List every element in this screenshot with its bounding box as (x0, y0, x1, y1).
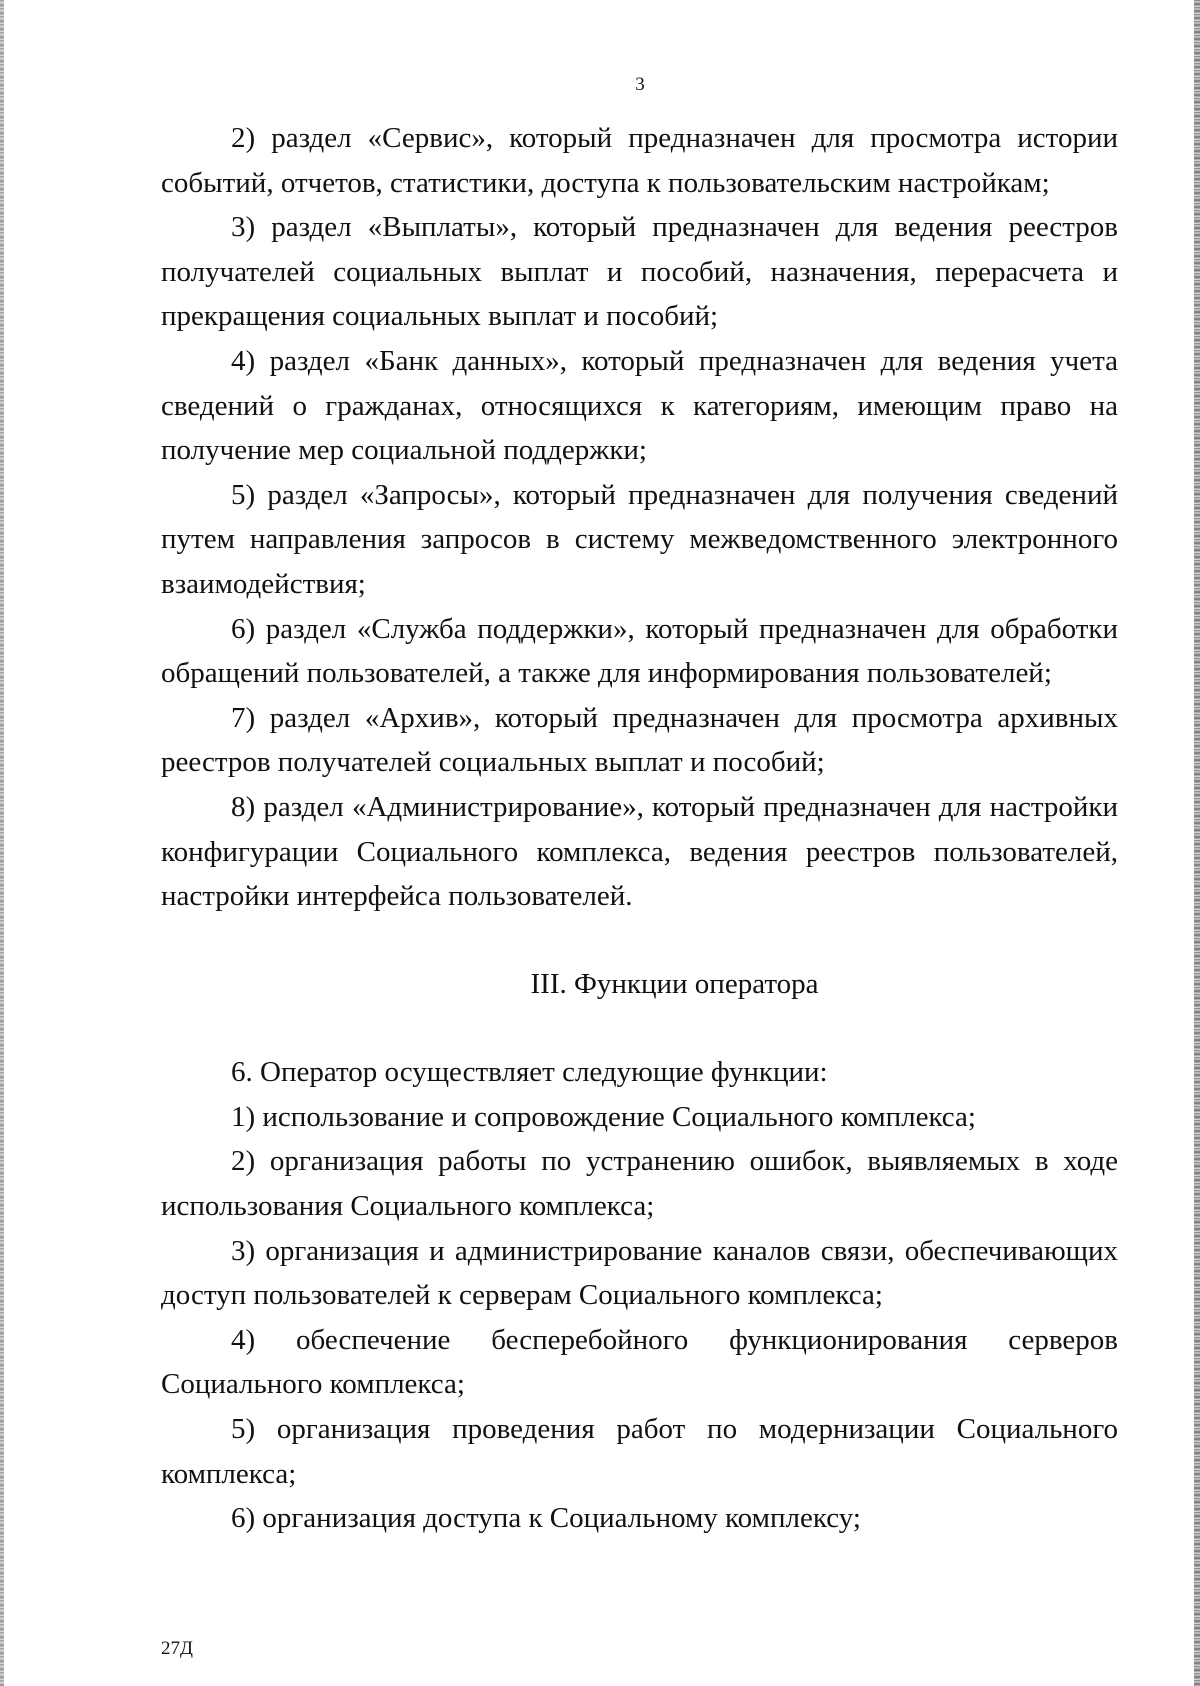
paragraph-data-bank: 4) раздел «Банк данных», который предназначен для ведения учета сведений о гражданах, относящихся к категориям, имеющим право на получение мер социальной поддержки; (161, 344, 1118, 467)
scan-edge-right (1194, 0, 1200, 1686)
function-item-5: 5) организация проведения работ по модернизации Социального комплекса; (161, 1413, 1118, 1490)
function-item-6: 6) организация доступа к Социальному комплексу; (231, 1502, 861, 1535)
section-heading: III. Функции оператора (530, 967, 819, 1000)
paragraph-archive: 7) раздел «Архив», который предназначен для просмотра архивных реестров получателей социальных выплат и пособий; (161, 701, 1118, 779)
scan-edge-left (0, 0, 4, 1686)
paragraph-support: 6) раздел «Служба поддержки», который предназначен для обработки обращений пользователей, а также для информирования пользователей; (161, 612, 1118, 690)
paragraph-payments: 3) раздел «Выплаты», который предназначен для ведения реестров получателей социальных выплат и пособий, назначения, перерасчета и прекращения социальных выплат и пособий; (161, 211, 1118, 333)
function-item-1: 1) использование и сопровождение Социального комплекса; (231, 1100, 976, 1133)
body-text (161, 116, 1118, 1541)
function-item-4: 4) обеспечение бесперебойного функционирования серверов Социального комплекса; (161, 1323, 1118, 1401)
paragraph-administration: 8) раздел «Администрирование», который предназначен для настройки конфигурации Социального комплекса, ведения реестров пользователей, настройки интерфейса пользователей. (161, 790, 1118, 913)
function-item-2: 2) организация работы по устранению ошибок, выявляемых в ходе использования Социального комплекса; (161, 1145, 1118, 1223)
paragraph-operator-functions: 6. Оператор осуществляет следующие функции: (231, 1056, 828, 1089)
function-item-3: 3) организация и администрирование каналов связи, обеспечивающих доступ пользователей к серверам Социального комплекса; (161, 1234, 1118, 1312)
paragraph-service: 2) раздел «Сервис», который предназначен для просмотра истории событий, отчетов, статистики, доступа к пользовательским настройкам; (161, 122, 1118, 199)
page-number: 3 (635, 74, 645, 95)
paragraph-requests: 5) раздел «Запросы», который предназначен для получения сведений путем направления запросов в систему межведомственного электронного взаимодействия; (161, 478, 1118, 600)
document-code: 27Д (161, 1638, 193, 1659)
